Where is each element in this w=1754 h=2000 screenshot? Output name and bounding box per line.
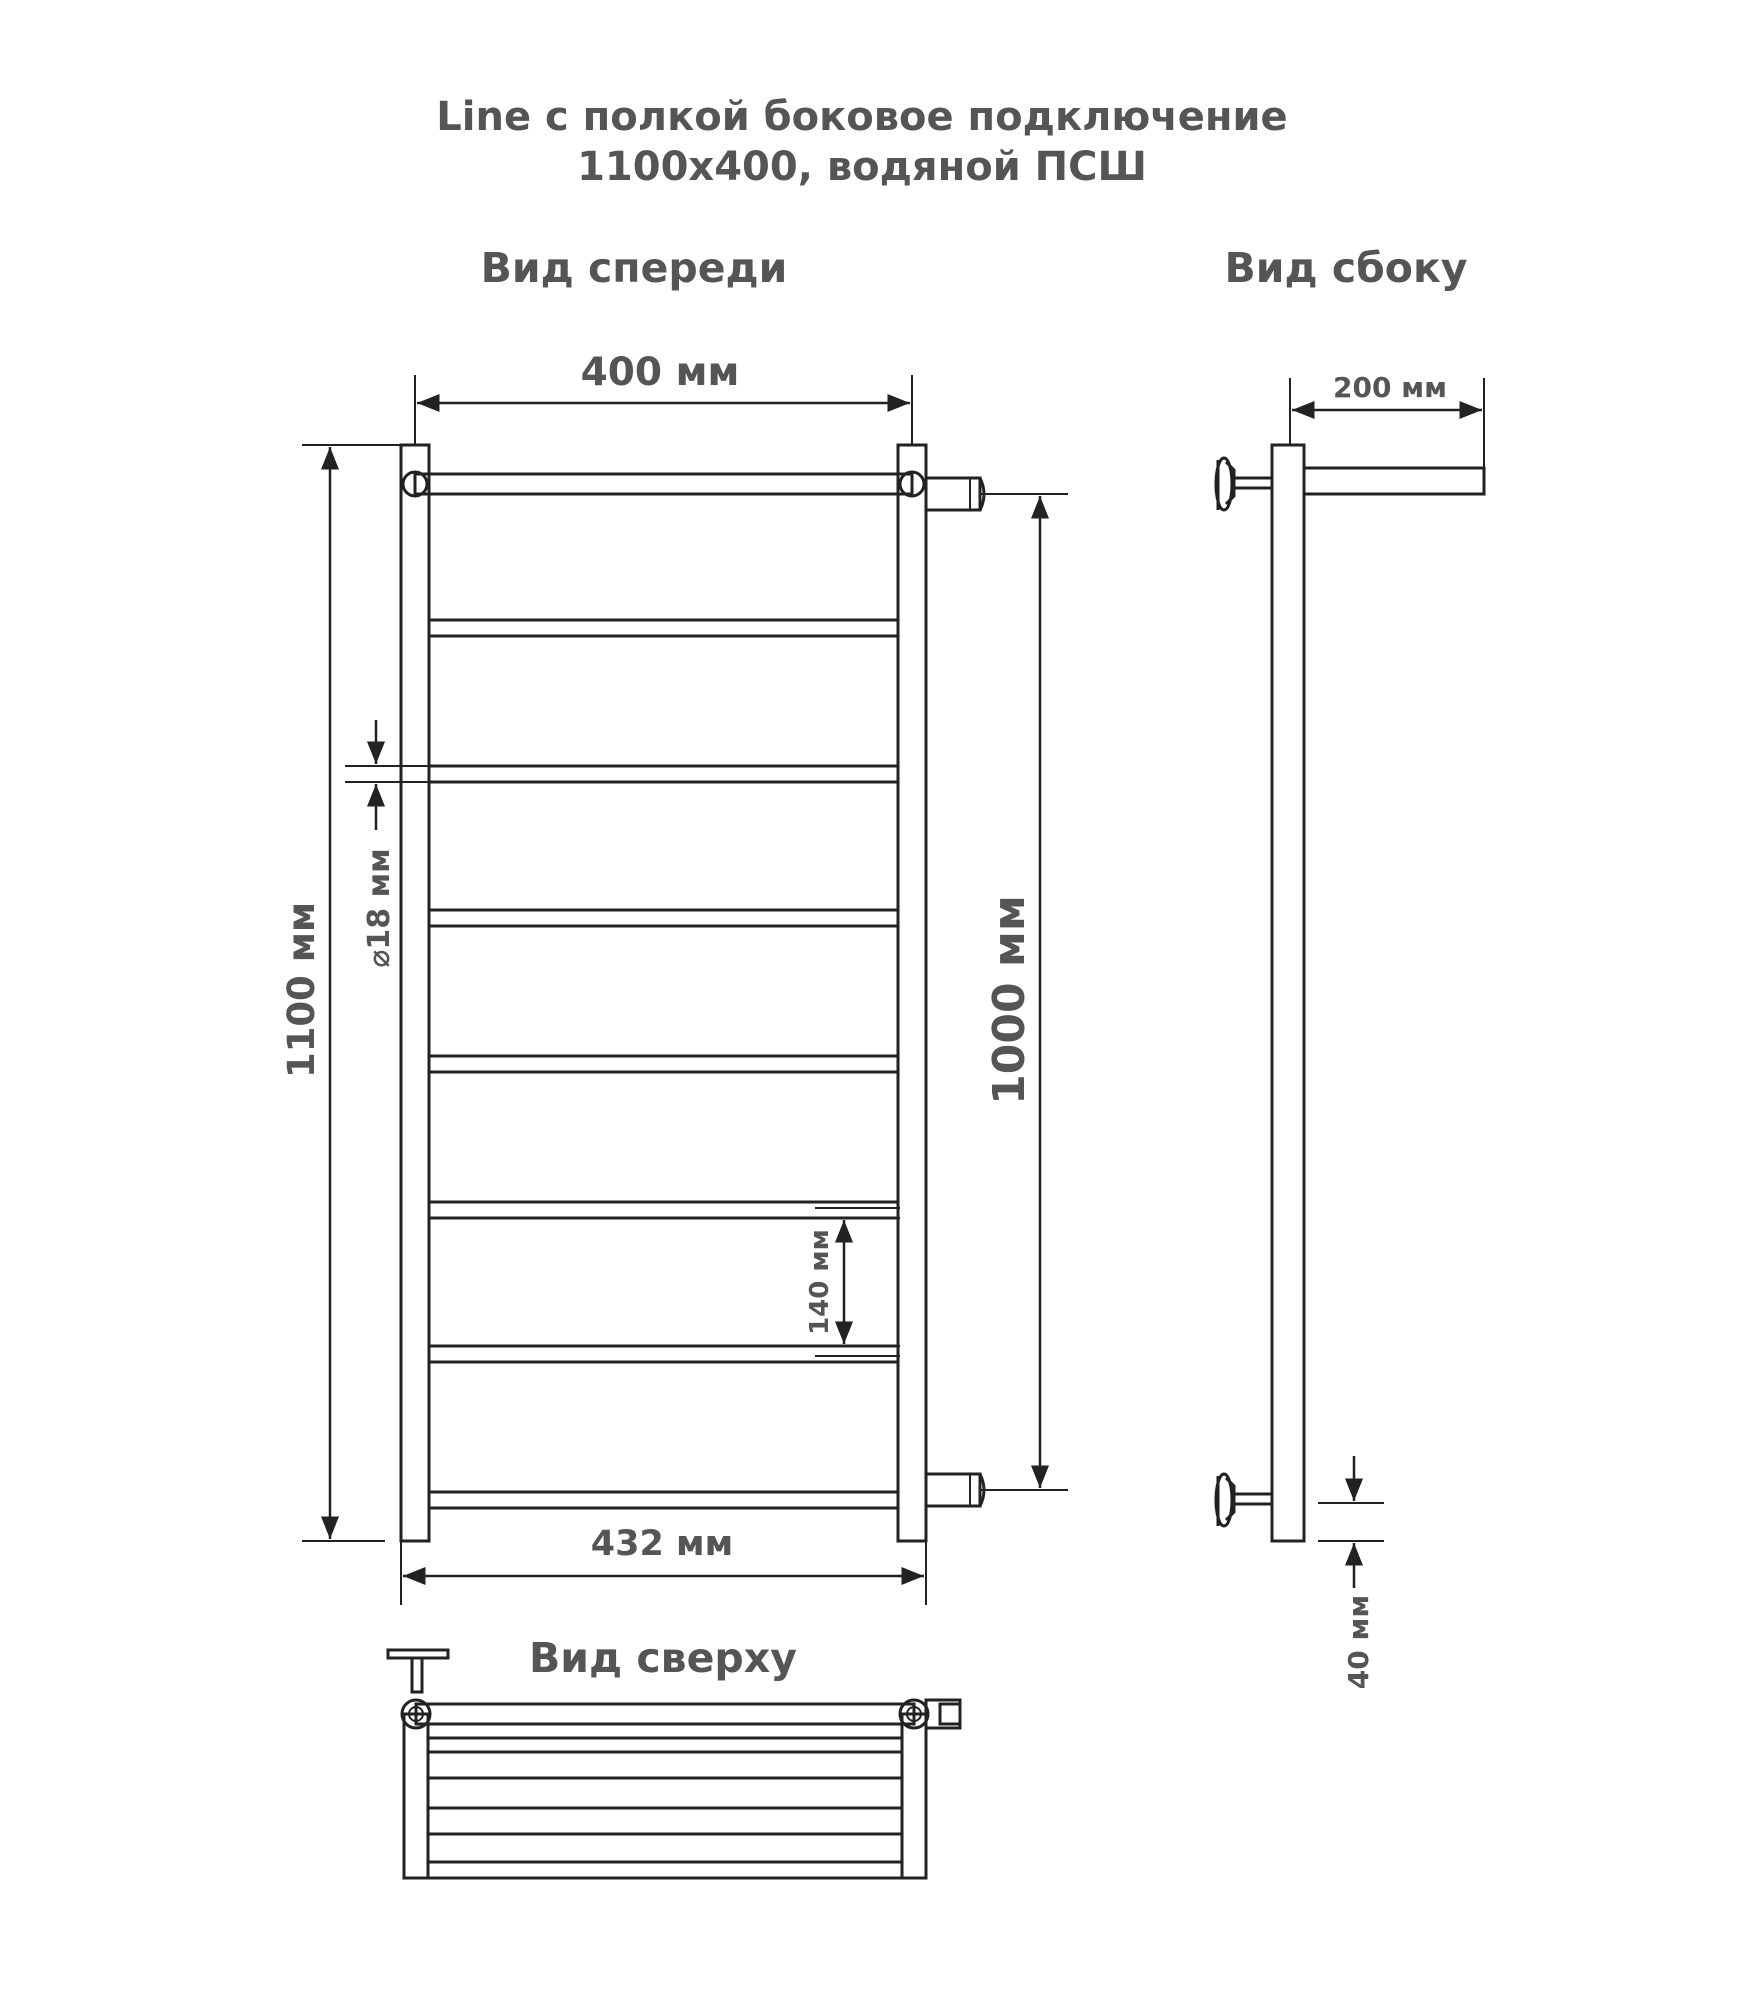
left-post xyxy=(401,445,429,1541)
top-view xyxy=(388,1650,960,1878)
side-post xyxy=(1272,445,1304,1541)
rung-2 xyxy=(429,766,898,782)
top-connection-fitting xyxy=(926,1700,960,1728)
top-right-post xyxy=(902,1714,926,1878)
dim-rung-spacing: 140 мм xyxy=(805,1229,835,1335)
rung-3 xyxy=(429,910,898,926)
right-post xyxy=(898,445,926,1541)
dim-pipe-diameter: ⌀18 мм xyxy=(362,848,397,968)
lower-wall-mount xyxy=(1216,1474,1272,1526)
rung-5 xyxy=(429,1202,898,1218)
front-view xyxy=(280,350,1068,1605)
top-left-post xyxy=(404,1714,428,1878)
top-wall-bracket xyxy=(388,1650,448,1692)
dim-height-connection: 1000 мм xyxy=(984,895,1035,1105)
dim-width-bottom: 432 мм xyxy=(590,1524,734,1564)
dim-height-total: 1100 мм xyxy=(280,901,323,1079)
dim-depth: 200 мм xyxy=(1333,371,1447,404)
dim-width-top: 400 мм xyxy=(580,350,740,395)
side-view-heading: Вид сбоку xyxy=(1224,244,1468,292)
lower-connection-fitting xyxy=(926,1474,984,1506)
side-shelf xyxy=(1304,468,1484,494)
top-view-heading: Вид сверху xyxy=(529,1634,797,1682)
side-view xyxy=(1216,371,1484,1689)
front-view-heading: Вид спереди xyxy=(480,244,788,292)
rung-1 xyxy=(429,620,898,636)
upper-wall-mount xyxy=(1216,458,1272,510)
rung-4 xyxy=(429,1056,898,1072)
rung-6 xyxy=(429,1346,898,1362)
rung-7 xyxy=(429,1492,898,1508)
title-line-1: Line с полкой боковое подключение xyxy=(436,94,1288,140)
top-shelf-bar xyxy=(415,474,912,494)
title-line-2: 1100х400, водяной ПСШ xyxy=(577,144,1147,190)
dim-wall-offset: 40 мм xyxy=(1342,1594,1375,1690)
top-rail-1 xyxy=(416,1704,914,1724)
upper-connection-fitting xyxy=(926,478,984,510)
